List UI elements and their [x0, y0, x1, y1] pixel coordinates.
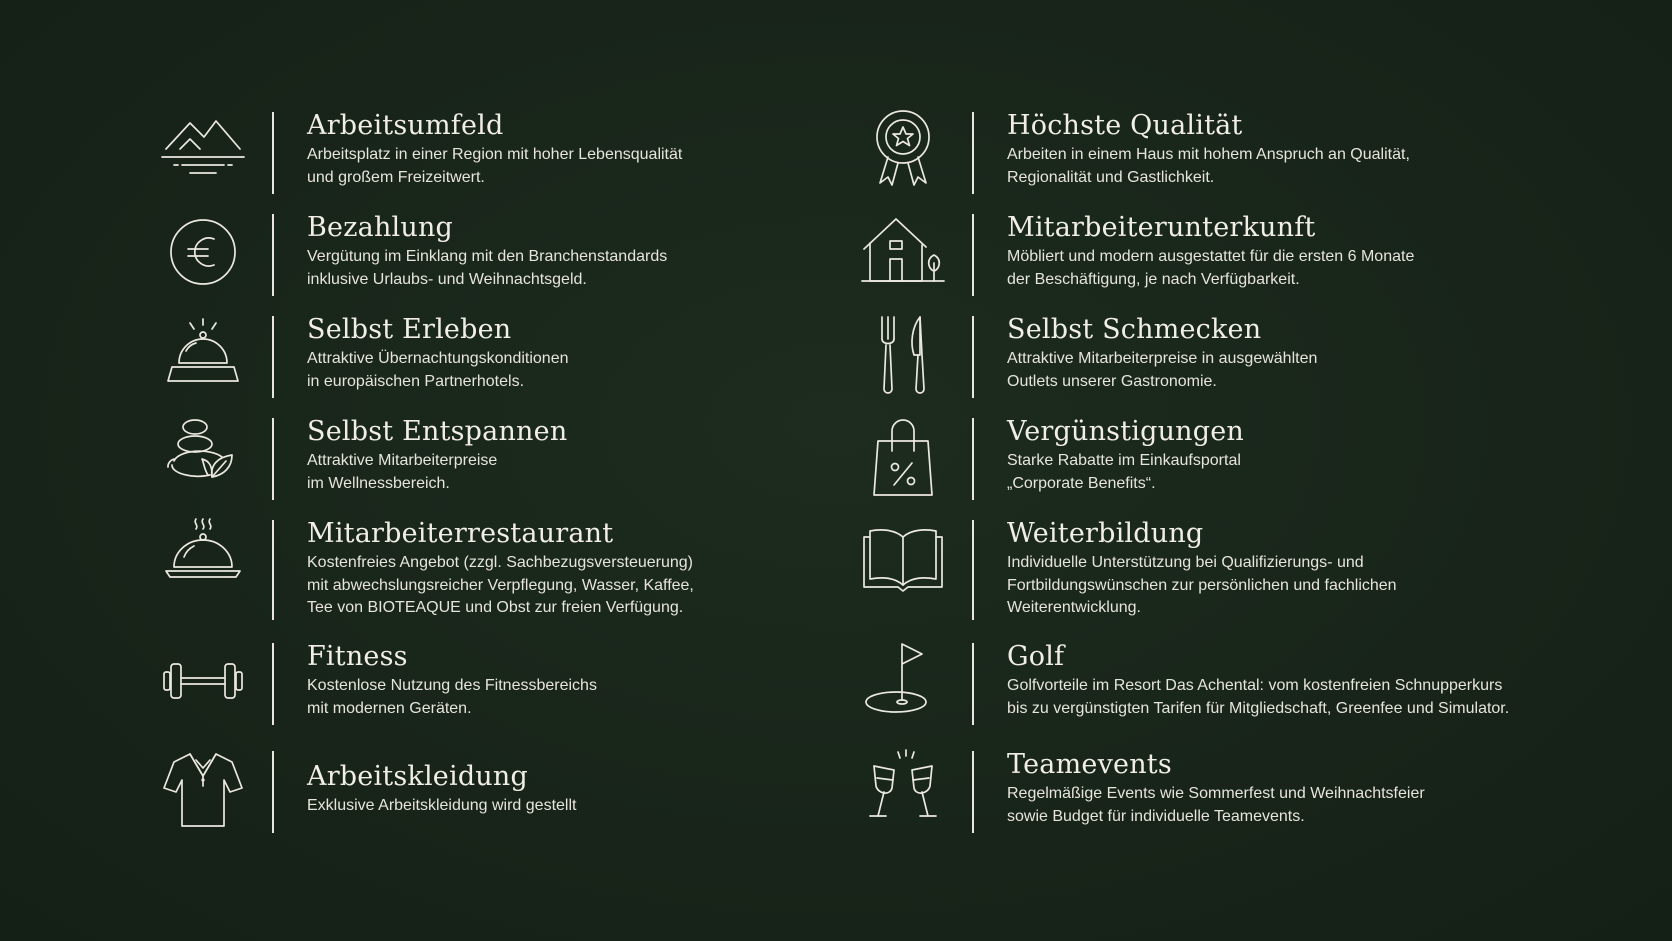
benefit-description: Attraktive Mitarbeiterpreise in ausgewählten Outlets unserer Gastronomie. [1007, 350, 1318, 390]
benefit-title: Höchste Qualität [1007, 110, 1243, 141]
spa-stones-icon [155, 412, 251, 500]
benefit-description: Arbeitsplatz in einer Region mit hoher Lebensqualität und großem Freizeitwert. [307, 146, 683, 186]
benefit-description: Kostenlose Nutzung des Fitnessbereichs mit modernen Geräten. [307, 677, 597, 717]
divider [272, 112, 274, 194]
benefit-title: Weiterbildung [1007, 518, 1204, 549]
divider [972, 643, 974, 725]
mountain-lake-icon [155, 106, 251, 194]
divider [972, 112, 974, 194]
benefit-description: Starke Rabatte im Einkaufsportal „Corporate Benefits“. [1007, 452, 1241, 492]
benefit-description: Arbeiten in einem Haus mit hohem Anspruch an Qualität, Regionalität und Gastlichkeit. [1007, 146, 1410, 186]
euro-coin-icon [155, 208, 251, 296]
benefit-title: Arbeitsumfeld [307, 110, 504, 141]
divider [272, 418, 274, 500]
benefit-title: Teamevents [1007, 749, 1172, 780]
benefit-title: Selbst Erleben [307, 314, 512, 345]
divider [972, 520, 974, 620]
polo-shirt-icon [155, 745, 251, 833]
divider [972, 214, 974, 296]
benefit-title: Golf [1007, 641, 1065, 672]
divider [272, 316, 274, 398]
fork-knife-icon [855, 310, 951, 398]
cloche-icon [155, 514, 251, 602]
award-badge-icon [855, 106, 951, 194]
divider [972, 418, 974, 500]
benefit-description: Regelmäßige Events wie Sommerfest und Weihnachtsfeier sowie Budget für individuelle Teamevents. [1007, 785, 1425, 825]
divider [972, 751, 974, 833]
benefit-title: Selbst Entspannen [307, 416, 568, 447]
benefit-description: Exklusive Arbeitskleidung wird gestellt [307, 797, 577, 814]
shopping-bag-percent-icon [855, 412, 951, 500]
divider [272, 643, 274, 725]
benefit-title: Vergünstigungen [1007, 416, 1245, 447]
golf-flag-icon [855, 637, 951, 725]
divider [272, 751, 274, 833]
divider [272, 520, 274, 620]
open-book-icon [855, 514, 951, 602]
benefit-title: Fitness [307, 641, 408, 672]
benefit-description: Attraktive Mitarbeiterpreise im Wellnessbereich. [307, 452, 498, 492]
benefit-title: Bezahlung [307, 212, 454, 243]
divider [972, 316, 974, 398]
benefit-title: Arbeitskleidung [307, 761, 528, 792]
benefit-description: Möbliert und modern ausgestattet für die ersten 6 Monate der Beschäftigung, je nach Verfügbarkeit. [1007, 248, 1415, 288]
benefit-title: Mitarbeiterunterkunft [1007, 212, 1316, 243]
benefit-title: Selbst Schmecken [1007, 314, 1262, 345]
benefit-description: Vergütung im Einklang mit den Branchenstandards inklusive Urlaubs- und Weihnachtsgeld. [307, 248, 668, 288]
benefit-description: Individuelle Unterstützung bei Qualifizierungs- und Fortbildungswünschen zur persönlichen und fachlichen Weiterentwicklung. [1007, 554, 1397, 616]
benefit-title: Mitarbeiterrestaurant [307, 518, 614, 549]
benefit-description: Golfvorteile im Resort Das Achental: vom kostenfreien Schnupperkurs bis zu vergünstigten Tarifen für Mitgliedschaft, Greenfee und Simulator. [1007, 677, 1510, 717]
house-icon [855, 208, 951, 296]
divider [272, 214, 274, 296]
benefit-description: Attraktive Übernachtungskonditionen in europäischen Partnerhotels. [307, 350, 569, 390]
service-bell-icon [155, 310, 251, 398]
benefit-description: Kostenfreies Angebot (zzgl. Sachbezugsversteuerung) mit abwechslungsreicher Verpflegung, Wasser, Kaffee, Tee von BIOTEAQUE und Obst zur freien Verfügung. [307, 554, 694, 616]
dumbbell-icon [155, 637, 251, 725]
wine-toast-icon [855, 745, 951, 833]
